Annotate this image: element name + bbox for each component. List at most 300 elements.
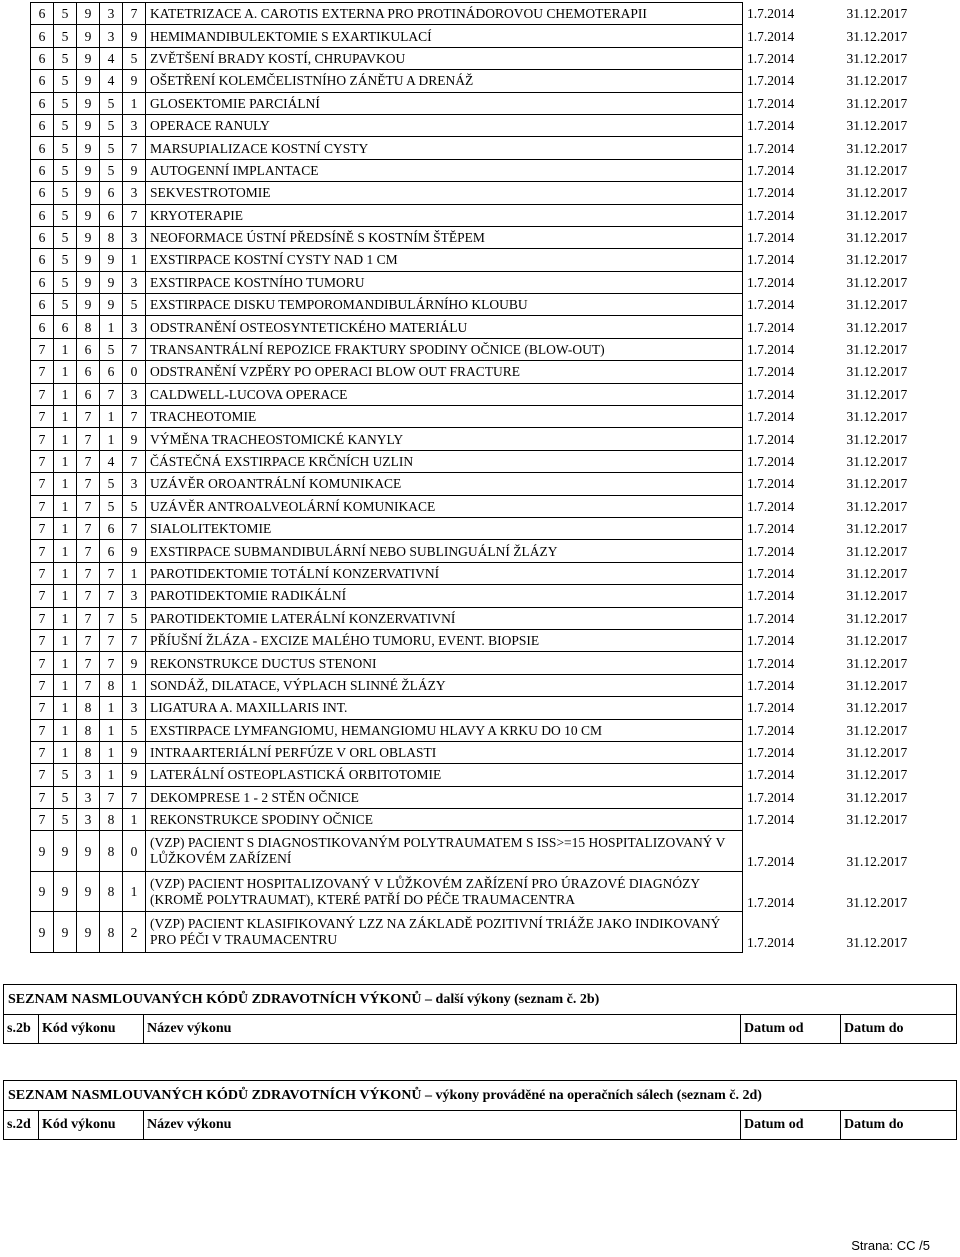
- code-digit: 4: [100, 70, 123, 92]
- table-row: [31, 92, 943, 114]
- table-row: [31, 159, 943, 181]
- table-row: [31, 361, 943, 383]
- code-digit: 6: [77, 361, 100, 383]
- date-to: 31.12.2017: [846, 588, 908, 604]
- code-digit: 1: [100, 764, 123, 786]
- table-row: [31, 226, 943, 248]
- date-to: 31.12.2017: [846, 789, 908, 805]
- table-row: [31, 809, 943, 831]
- date-to: 31.12.2017: [846, 409, 908, 425]
- code-digit: 6: [77, 383, 100, 405]
- table-row: [31, 871, 943, 912]
- date-to: 31.12.2017: [846, 73, 908, 89]
- code-digit: 1: [123, 249, 146, 271]
- procedure-name: SIALOLITEKTOMIE: [146, 517, 743, 539]
- procedure-name: SONDÁŽ, DILATACE, VÝPLACH SLINNÉ ŽLÁZY: [146, 674, 743, 696]
- date-to: 31.12.2017: [846, 342, 908, 358]
- code-digit: 7: [100, 562, 123, 584]
- code-digit: 5: [54, 249, 77, 271]
- code-digit: 9: [54, 871, 77, 912]
- date-to: 31.12.2017: [846, 274, 908, 290]
- code-digit: 1: [54, 674, 77, 696]
- table-row: [31, 450, 943, 472]
- code-digit: 9: [77, 137, 100, 159]
- code-digit: 9: [77, 226, 100, 248]
- code-digit: 9: [77, 25, 100, 47]
- code-digit: 7: [31, 406, 54, 428]
- code-digit: 8: [100, 809, 123, 831]
- code-digit: 7: [31, 361, 54, 383]
- code-digit: 9: [100, 294, 123, 316]
- code-digit: 3: [123, 697, 146, 719]
- code-digit: 7: [31, 383, 54, 405]
- code-digit: 1: [54, 406, 77, 428]
- code-digit: 1: [100, 316, 123, 338]
- table-row: [31, 182, 943, 204]
- date-from: 1.7.2014: [747, 565, 795, 581]
- code-digit: 7: [77, 607, 100, 629]
- date-from: 1.7.2014: [747, 677, 795, 693]
- code-digit: 9: [100, 249, 123, 271]
- procedure-name: KRYOTERAPIE: [146, 204, 743, 226]
- code-digit: 3: [123, 585, 146, 607]
- table-row: [31, 697, 943, 719]
- code-digit: 5: [123, 47, 146, 69]
- code-digit: 5: [123, 294, 146, 316]
- code-digit: 6: [31, 294, 54, 316]
- date-to: 31.12.2017: [846, 498, 908, 514]
- code-digit: 5: [100, 137, 123, 159]
- code-digit: 1: [54, 652, 77, 674]
- section-2d-col-code: s.2d: [4, 1111, 39, 1140]
- code-digit: 7: [31, 607, 54, 629]
- date-from: 1.7.2014: [747, 6, 795, 22]
- table-row: [31, 652, 943, 674]
- section-2d-col-to: Datum do: [841, 1111, 957, 1140]
- date-from: 1.7.2014: [747, 610, 795, 626]
- date-from: 1.7.2014: [747, 700, 795, 716]
- procedure-name: INTRAARTERIÁLNÍ PERFÚZE V ORL OBLASTI: [146, 741, 743, 763]
- code-digit: 7: [31, 338, 54, 360]
- date-from: 1.7.2014: [747, 409, 795, 425]
- date-to: 31.12.2017: [846, 252, 908, 268]
- code-digit: 7: [77, 450, 100, 472]
- table-row: [31, 25, 943, 47]
- code-digit: 5: [54, 137, 77, 159]
- code-digit: 1: [54, 562, 77, 584]
- date-to: 31.12.2017: [846, 812, 908, 828]
- code-digit: 1: [54, 607, 77, 629]
- code-digit: 8: [100, 831, 123, 872]
- code-digit: 3: [123, 271, 146, 293]
- table-row: [31, 764, 943, 786]
- code-digit: 1: [54, 473, 77, 495]
- date-from: 1.7.2014: [747, 935, 795, 951]
- code-digit: 6: [100, 361, 123, 383]
- section-2d-title: SEZNAM NASMLOUVANÝCH KÓDŮ ZDRAVOTNÍCH VÝKONŮ – výkony prováděné na operačních sálech (seznam č. 2d): [4, 1081, 957, 1111]
- code-digit: 9: [100, 271, 123, 293]
- code-digit: 7: [77, 428, 100, 450]
- code-digit: 7: [100, 786, 123, 808]
- code-digit: 4: [100, 47, 123, 69]
- table-row: [31, 137, 943, 159]
- code-digit: 6: [31, 226, 54, 248]
- code-digit: 7: [100, 585, 123, 607]
- date-to: 31.12.2017: [846, 521, 908, 537]
- code-digit: 7: [123, 204, 146, 226]
- code-digit: 1: [54, 697, 77, 719]
- date-to: 31.12.2017: [846, 319, 908, 335]
- code-digit: 9: [77, 70, 100, 92]
- date-to: 31.12.2017: [846, 162, 908, 178]
- code-digit: 9: [123, 70, 146, 92]
- section-2d-col-name: Název výkonu: [144, 1111, 741, 1140]
- code-digit: 6: [31, 137, 54, 159]
- code-digit: 9: [77, 114, 100, 136]
- code-digit: 7: [123, 137, 146, 159]
- date-from: 1.7.2014: [747, 386, 795, 402]
- code-digit: 6: [31, 204, 54, 226]
- code-digit: 1: [123, 674, 146, 696]
- date-from: 1.7.2014: [747, 588, 795, 604]
- code-digit: 3: [77, 809, 100, 831]
- date-to: 31.12.2017: [846, 633, 908, 649]
- date-to: 31.12.2017: [846, 140, 908, 156]
- code-digit: 5: [100, 473, 123, 495]
- code-digit: 5: [54, 182, 77, 204]
- procedure-name: ZVĚTŠENÍ BRADY KOSTÍ, CHRUPAVKOU: [146, 47, 743, 69]
- procedure-name: TRANSANTRÁLNÍ REPOZICE FRAKTURY SPODINY OČNICE (BLOW-OUT): [146, 338, 743, 360]
- date-to: 31.12.2017: [846, 364, 908, 380]
- code-digit: 7: [123, 517, 146, 539]
- code-digit: 7: [77, 585, 100, 607]
- table-row: [31, 316, 943, 338]
- date-to: 31.12.2017: [846, 6, 908, 22]
- date-to: 31.12.2017: [846, 185, 908, 201]
- code-digit: 7: [100, 629, 123, 651]
- code-digit: 3: [77, 764, 100, 786]
- code-digit: 5: [100, 338, 123, 360]
- code-digit: 3: [123, 114, 146, 136]
- table-row: [31, 249, 943, 271]
- procedure-name: UZÁVĚR ANTROALVEOLÁRNÍ KOMUNIKACE: [146, 495, 743, 517]
- code-digit: 1: [123, 562, 146, 584]
- date-from: 1.7.2014: [747, 50, 795, 66]
- table-row: [31, 831, 943, 872]
- section-2d-col-kod: Kód výkonu: [39, 1111, 144, 1140]
- code-digit: 5: [54, 809, 77, 831]
- code-digit: 9: [123, 159, 146, 181]
- table-row: [31, 607, 943, 629]
- table-row: [31, 3, 943, 25]
- code-digit: 1: [100, 697, 123, 719]
- date-to: 31.12.2017: [846, 476, 908, 492]
- code-digit: 7: [31, 428, 54, 450]
- date-to: 31.12.2017: [846, 28, 908, 44]
- code-digit: 7: [31, 674, 54, 696]
- code-digit: 7: [31, 562, 54, 584]
- date-from: 1.7.2014: [747, 252, 795, 268]
- procedure-name: VÝMĚNA TRACHEOSTOMICKÉ KANYLY: [146, 428, 743, 450]
- code-digit: 1: [54, 428, 77, 450]
- code-digit: 7: [123, 3, 146, 25]
- code-digit: 8: [77, 697, 100, 719]
- date-from: 1.7.2014: [747, 297, 795, 313]
- code-digit: 6: [77, 338, 100, 360]
- code-digit: 1: [100, 406, 123, 428]
- code-digit: 7: [31, 652, 54, 674]
- code-digit: 5: [54, 226, 77, 248]
- procedure-name: ODSTRANĚNÍ VZPĚRY PO OPERACI BLOW OUT FRACTURE: [146, 361, 743, 383]
- table-row: [31, 338, 943, 360]
- code-digit: 6: [31, 249, 54, 271]
- date-to: 31.12.2017: [846, 767, 908, 783]
- table-row: [31, 786, 943, 808]
- code-digit: 8: [100, 912, 123, 953]
- date-from: 1.7.2014: [747, 454, 795, 469]
- code-digit: 5: [54, 271, 77, 293]
- date-from: 1.7.2014: [747, 789, 795, 805]
- code-digit: 8: [77, 741, 100, 763]
- code-digit: 6: [31, 47, 54, 69]
- code-digit: 8: [100, 226, 123, 248]
- procedure-name: TRACHEOTOMIE: [146, 406, 743, 428]
- procedure-name: HEMIMANDIBULEKTOMIE S EXARTIKULACÍ: [146, 25, 743, 47]
- code-digit: 9: [123, 764, 146, 786]
- code-digit: 7: [31, 450, 54, 472]
- date-from: 1.7.2014: [747, 73, 795, 89]
- code-digit: 4: [100, 450, 123, 472]
- procedure-name: OPERACE RANULY: [146, 114, 743, 136]
- date-to: 31.12.2017: [846, 297, 908, 313]
- code-digit: 9: [77, 912, 100, 953]
- code-digit: 1: [54, 585, 77, 607]
- code-digit: 8: [77, 719, 100, 741]
- code-digit: 7: [77, 517, 100, 539]
- code-digit: 7: [31, 629, 54, 651]
- date-from: 1.7.2014: [747, 95, 795, 111]
- procedure-name: EXSTIRPACE DISKU TEMPOROMANDIBULÁRNÍHO KLOUBU: [146, 294, 743, 316]
- code-digit: 5: [54, 786, 77, 808]
- procedure-name: (VZP) PACIENT S DIAGNOSTIKOVANÝM POLYTRAUMATEM S ISS>=15 HOSPITALIZOVANÝ V LŮŽKOVÉM ZAŘÍZENÍ: [146, 831, 743, 872]
- code-digit: 1: [54, 338, 77, 360]
- table-row: [31, 741, 943, 763]
- section-2d-table: [3, 1080, 957, 1140]
- code-digit: 5: [123, 607, 146, 629]
- date-to: 31.12.2017: [846, 95, 908, 111]
- table-row: [31, 562, 943, 584]
- code-digit: 5: [100, 495, 123, 517]
- date-from: 1.7.2014: [747, 207, 795, 223]
- procedure-name: NEOFORMACE ÚSTNÍ PŘEDSÍNĚ S KOSTNÍM ŠTĚPEM: [146, 226, 743, 248]
- page-number: Strana: CC /5: [851, 1238, 930, 1253]
- code-digit: 5: [54, 204, 77, 226]
- code-digit: 1: [54, 517, 77, 539]
- section-2b-col-code: s.2b: [4, 1015, 39, 1044]
- date-to: 31.12.2017: [846, 700, 908, 716]
- table-row: [31, 540, 943, 562]
- code-digit: 3: [123, 182, 146, 204]
- table-row: [31, 70, 943, 92]
- date-from: 1.7.2014: [747, 476, 795, 492]
- code-digit: 9: [77, 294, 100, 316]
- code-digit: 6: [100, 540, 123, 562]
- code-digit: 7: [100, 383, 123, 405]
- date-from: 1.7.2014: [747, 162, 795, 178]
- code-digit: 9: [77, 871, 100, 912]
- date-to: 31.12.2017: [846, 935, 908, 951]
- date-from: 1.7.2014: [747, 894, 795, 910]
- code-digit: 6: [31, 3, 54, 25]
- table-row: [31, 428, 943, 450]
- code-digit: 1: [100, 719, 123, 741]
- code-digit: 9: [77, 3, 100, 25]
- date-from: 1.7.2014: [747, 722, 795, 738]
- section-2b-title: SEZNAM NASMLOUVANÝCH KÓDŮ ZDRAVOTNÍCH VÝKONŮ – další výkony (seznam č. 2b): [4, 985, 957, 1015]
- code-digit: 7: [123, 629, 146, 651]
- code-digit: 5: [54, 92, 77, 114]
- date-to: 31.12.2017: [846, 386, 908, 402]
- code-digit: 9: [123, 428, 146, 450]
- code-digit: 7: [77, 652, 100, 674]
- code-digit: 5: [100, 159, 123, 181]
- code-digit: 7: [31, 697, 54, 719]
- code-digit: 1: [54, 361, 77, 383]
- code-digit: 5: [54, 25, 77, 47]
- code-digit: 3: [77, 786, 100, 808]
- date-from: 1.7.2014: [747, 230, 795, 246]
- code-digit: 7: [123, 450, 146, 472]
- code-digit: 6: [31, 182, 54, 204]
- date-to: 31.12.2017: [846, 565, 908, 581]
- table-row: [31, 406, 943, 428]
- procedure-name: (VZP) PACIENT HOSPITALIZOVANÝ V LŮŽKOVÉM ZAŘÍZENÍ PRO ÚRAZOVÉ DIAGNÓZY (KROMĚ POLYTRAUMAT), KTERÉ PATŘÍ DO PÉČE TRAUMACENTRA: [146, 871, 743, 912]
- date-to: 31.12.2017: [846, 454, 908, 469]
- code-digit: 6: [100, 182, 123, 204]
- section-2d-col-from: Datum od: [741, 1111, 841, 1140]
- date-from: 1.7.2014: [747, 655, 795, 671]
- date-from: 1.7.2014: [747, 854, 795, 870]
- code-digit: 9: [77, 159, 100, 181]
- code-digit: 0: [123, 831, 146, 872]
- code-digit: 1: [54, 540, 77, 562]
- section-2b-col-name: Název výkonu: [144, 1015, 741, 1044]
- code-digit: 5: [54, 294, 77, 316]
- procedure-name: PAROTIDEKTOMIE LATERÁLNÍ KONZERVATIVNÍ: [146, 607, 743, 629]
- code-digit: 6: [31, 114, 54, 136]
- procedure-name: SEKVESTROTOMIE: [146, 182, 743, 204]
- procedure-name: ODSTRANĚNÍ OSTEOSYNTETICKÉHO MATERIÁLU: [146, 316, 743, 338]
- table-row: [31, 204, 943, 226]
- date-to: 31.12.2017: [846, 677, 908, 693]
- code-digit: 5: [123, 495, 146, 517]
- code-digit: 9: [123, 741, 146, 763]
- code-digit: 7: [77, 674, 100, 696]
- code-digit: 6: [54, 316, 77, 338]
- code-digit: 9: [123, 652, 146, 674]
- date-from: 1.7.2014: [747, 364, 795, 380]
- code-digit: 7: [31, 786, 54, 808]
- code-digit: 1: [100, 428, 123, 450]
- table-row: [31, 114, 943, 136]
- table-row: [31, 383, 943, 405]
- code-digit: 7: [123, 786, 146, 808]
- code-digit: 1: [54, 383, 77, 405]
- code-digit: 6: [100, 517, 123, 539]
- code-digit: 1: [54, 495, 77, 517]
- code-digit: 7: [31, 540, 54, 562]
- code-digit: 6: [31, 159, 54, 181]
- procedure-name: UZÁVĚR OROANTRÁLNÍ KOMUNIKACE: [146, 473, 743, 495]
- table-row: [31, 719, 943, 741]
- code-digit: 7: [77, 473, 100, 495]
- procedure-name: (VZP) PACIENT KLASIFIKOVANÝ LZZ NA ZÁKLADĚ POZITIVNÍ TRIÁŽE JAKO INDIKOVANÝ PRO PÉČI V TRAUMACENTRU: [146, 912, 743, 953]
- code-digit: 9: [54, 831, 77, 872]
- table-row: [31, 517, 943, 539]
- procedure-name: MARSUPIALIZACE KOSTNÍ CYSTY: [146, 137, 743, 159]
- code-digit: 3: [123, 316, 146, 338]
- code-digit: 5: [123, 719, 146, 741]
- date-to: 31.12.2017: [846, 894, 908, 910]
- date-from: 1.7.2014: [747, 28, 795, 44]
- code-digit: 5: [54, 159, 77, 181]
- code-digit: 1: [123, 92, 146, 114]
- code-digit: 9: [31, 871, 54, 912]
- table-row: [31, 495, 943, 517]
- procedure-name: PŘÍUŠNÍ ŽLÁZA - EXCIZE MALÉHO TUMORU, EVENT. BIOPSIE: [146, 629, 743, 651]
- code-digit: 7: [100, 652, 123, 674]
- code-digit: 5: [54, 47, 77, 69]
- code-digit: 9: [77, 182, 100, 204]
- date-from: 1.7.2014: [747, 319, 795, 335]
- date-from: 1.7.2014: [747, 633, 795, 649]
- table-row: [31, 473, 943, 495]
- date-to: 31.12.2017: [846, 745, 908, 761]
- code-digit: 5: [54, 70, 77, 92]
- procedure-name: LATERÁLNÍ OSTEOPLASTICKÁ ORBITOTOMIE: [146, 764, 743, 786]
- date-from: 1.7.2014: [747, 185, 795, 201]
- date-from: 1.7.2014: [747, 274, 795, 290]
- section-2b-header-row: [4, 1015, 957, 1044]
- code-digit: 7: [31, 741, 54, 763]
- date-from: 1.7.2014: [747, 745, 795, 761]
- code-digit: 9: [31, 912, 54, 953]
- code-digit: 6: [31, 25, 54, 47]
- code-digit: 9: [77, 831, 100, 872]
- table-row: [31, 271, 943, 293]
- code-digit: 9: [77, 271, 100, 293]
- procedure-name: REKONSTRUKCE DUCTUS STENONI: [146, 652, 743, 674]
- code-digit: 8: [100, 871, 123, 912]
- date-to: 31.12.2017: [846, 655, 908, 671]
- code-digit: 1: [54, 741, 77, 763]
- date-to: 31.12.2017: [846, 610, 908, 626]
- procedure-name: ČÁSTEČNÁ EXSTIRPACE KRČNÍCH UZLIN: [146, 450, 743, 472]
- procedure-name: LIGATURA A. MAXILLARIS INT.: [146, 697, 743, 719]
- date-from: 1.7.2014: [747, 140, 795, 156]
- section-2b-table: [3, 984, 957, 1044]
- table-row: [31, 912, 943, 953]
- procedure-name: REKONSTRUKCE SPODINY OČNICE: [146, 809, 743, 831]
- code-digit: 7: [31, 517, 54, 539]
- code-digit: 3: [100, 25, 123, 47]
- code-digit: 9: [123, 25, 146, 47]
- code-digit: 7: [77, 406, 100, 428]
- code-digit: 7: [31, 764, 54, 786]
- code-digit: 1: [100, 741, 123, 763]
- code-digit: 7: [31, 809, 54, 831]
- code-digit: 7: [100, 607, 123, 629]
